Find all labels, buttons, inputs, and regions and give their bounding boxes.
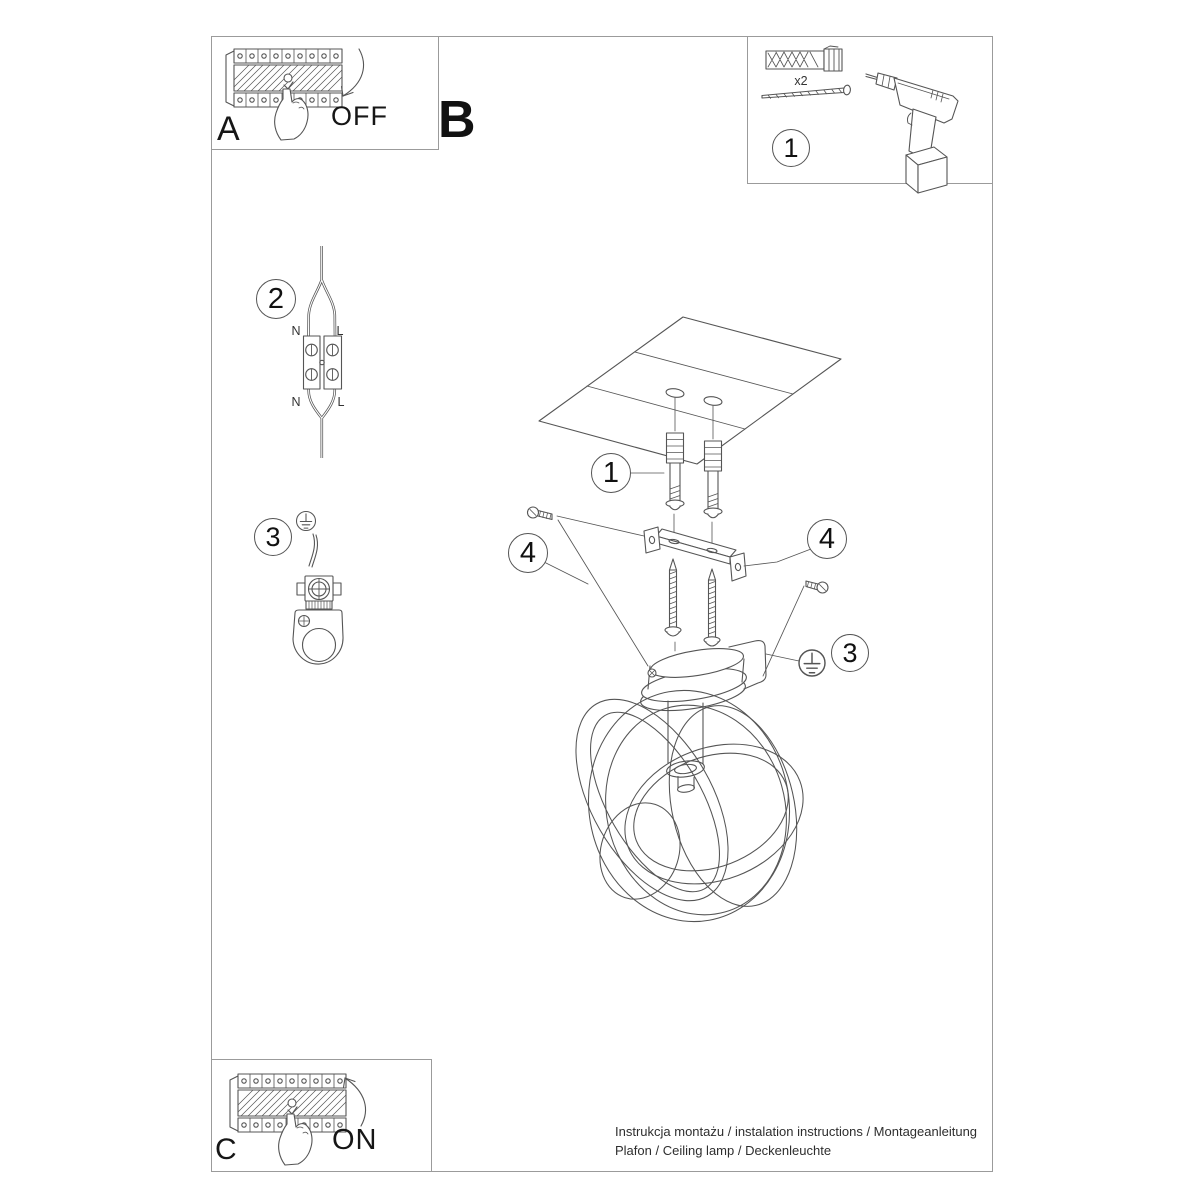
wire-connector-illustration <box>267 240 362 466</box>
ground-symbol-icon <box>799 650 825 676</box>
footer-line-2: Plafon / Ceiling lamp / Deckenleuchte <box>615 1143 832 1158</box>
footer-text <box>615 1122 977 1160</box>
footer-line-1: Instrukcja montażu / instalation instructions / Montageanleitung <box>615 1124 978 1139</box>
callout-kit <box>772 129 810 167</box>
callout-connector <box>256 279 296 319</box>
lamp-holder <box>293 610 343 664</box>
step-c-box <box>211 1059 432 1172</box>
assembly-diagram <box>500 310 890 938</box>
ground-wire <box>309 534 317 567</box>
swirl-shade <box>545 674 824 938</box>
label-bottom-n: N <box>291 395 301 409</box>
label-top-l: L <box>336 324 344 338</box>
arrow-down-icon <box>342 49 364 96</box>
mounting-bracket <box>644 527 746 581</box>
breaker-off-illustration <box>212 37 438 149</box>
callout-ground-right-number: 3 <box>842 637 858 668</box>
callout-screw-right-number: 4 <box>818 522 836 555</box>
wall-anchor <box>766 46 842 71</box>
long-screw <box>665 559 681 636</box>
small-screw-right <box>806 581 828 593</box>
callout-connector-number: 2 <box>267 282 285 315</box>
callout-ground-left-number: 3 <box>265 521 281 552</box>
step-c-label: C <box>215 1133 237 1166</box>
callout-kit-number: 1 <box>783 132 799 163</box>
breaker-on-illustration <box>212 1060 431 1171</box>
callout-screw-left-number: 4 <box>519 536 537 569</box>
label-bottom-l: L <box>337 395 345 409</box>
callout-anchors <box>591 453 631 493</box>
step-a-action-off: OFF <box>331 101 388 131</box>
callout-screw-right <box>807 519 847 559</box>
callout-screw-left <box>508 533 548 573</box>
drill-icon <box>866 73 958 193</box>
ground-terminal <box>297 576 341 609</box>
lamp-socket <box>666 701 706 793</box>
callout-ground-left <box>254 518 292 556</box>
step-c-action-on: ON <box>332 1124 378 1156</box>
callout-anchors-number: 1 <box>602 456 620 489</box>
terminal-block <box>304 336 342 389</box>
arrow-up-icon <box>344 1078 366 1126</box>
step-a-label: A <box>217 110 240 148</box>
ceiling-panel <box>539 317 841 464</box>
small-screw-left <box>528 507 553 520</box>
step-a-box <box>211 36 439 150</box>
wall-anchor-assembly <box>666 433 684 510</box>
anchor-quantity-label: x2 <box>794 74 808 88</box>
ground-symbol-icon <box>297 512 316 531</box>
step-b-label: B <box>438 91 476 149</box>
callout-ground-right <box>831 634 869 672</box>
label-top-n: N <box>291 324 301 338</box>
